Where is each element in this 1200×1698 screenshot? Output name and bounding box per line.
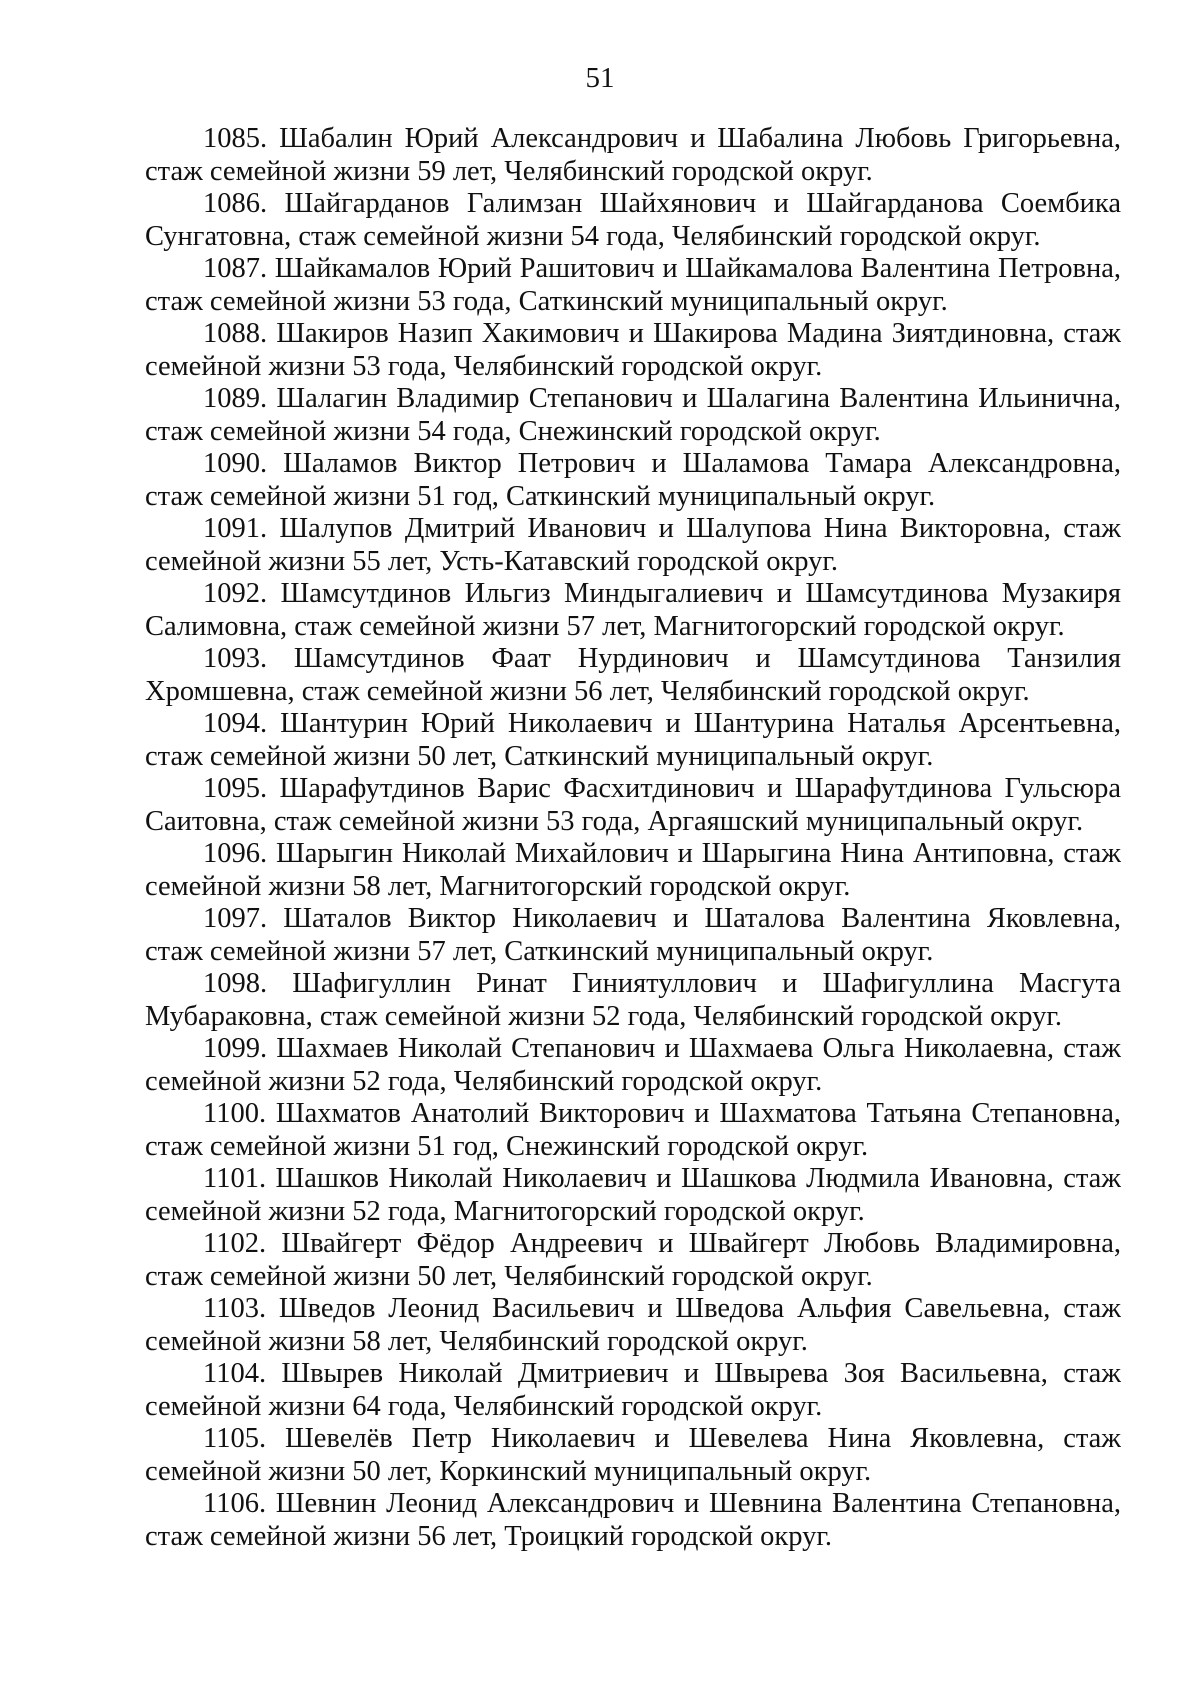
list-item: 1106. Шевнин Леонид Александрович и Шевнина Валентина Степановна, стаж семейной жизни 56 лет, Троицкий городской округ. (145, 1488, 1121, 1552)
list-item: 1102. Швайгерт Фёдор Андреевич и Швайгерт Любовь Владимировна, стаж семейной жизни 50 лет, Челябинский городской округ. (145, 1228, 1121, 1292)
list-item: 1104. Швырев Николай Дмитриевич и Швырева Зоя Васильевна, стаж семейной жизни 64 года, Челябинский городской округ. (145, 1358, 1121, 1422)
list-item: 1094. Шантурин Юрий Николаевич и Шантурина Наталья Арсентьевна, стаж семейной жизни 50 лет, Саткинский муниципальный округ. (145, 708, 1121, 772)
list-item: 1088. Шакиров Назип Хакимович и Шакирова Мадина Зиятдиновна, стаж семейной жизни 53 года, Челябинский городской округ. (145, 318, 1121, 382)
list-item: 1103. Шведов Леонид Васильевич и Шведова Альфия Савельевна, стаж семейной жизни 58 лет, Челябинский городской округ. (145, 1293, 1121, 1357)
list-item: 1093. Шамсутдинов Фаат Нурдинович и Шамсутдинова Танзилия Хромшевна, стаж семейной жизни 56 лет, Челябинский городской округ. (145, 643, 1121, 707)
list-item: 1085. Шабалин Юрий Александрович и Шабалина Любовь Григорьевна, стаж семейной жизни 59 лет, Челябинский городской округ. (145, 123, 1121, 187)
list-item: 1099. Шахмаев Николай Степанович и Шахмаева Ольга Николаевна, стаж семейной жизни 52 года, Челябинский городской округ. (145, 1033, 1121, 1097)
list-item: 1095. Шарафутдинов Варис Фасхитдинович и Шарафутдинова Гульсюра Саитовна, стаж семейной жизни 53 года, Аргаяшский муниципальный округ. (145, 773, 1121, 837)
list-item: 1100. Шахматов Анатолий Викторович и Шахматова Татьяна Степановна, стаж семейной жизни 51 год, Снежинский городской округ. (145, 1098, 1121, 1162)
list-item: 1097. Шаталов Виктор Николаевич и Шаталова Валентина Яковлевна, стаж семейной жизни 57 лет, Саткинский муниципальный округ. (145, 903, 1121, 967)
list-item: 1101. Шашков Николай Николаевич и Шашкова Людмила Ивановна, стаж семейной жизни 52 года, Магнитогорский городской округ. (145, 1163, 1121, 1227)
page-number: 51 (585, 62, 615, 94)
list-item: 1089. Шалагин Владимир Степанович и Шалагина Валентина Ильинична, стаж семейной жизни 54 года, Снежинский городской округ. (145, 383, 1121, 447)
list-item: 1092. Шамсутдинов Ильгиз Миндыгалиевич и Шамсутдинова Музакиря Салимовна, стаж семейной жизни 57 лет, Магнитогорский городской округ. (145, 578, 1121, 642)
list-item: 1086. Шайгарданов Галимзан Шайхянович и Шайгарданова Соембика Сунгатовна, стаж семейной жизни 54 года, Челябинский городской округ. (145, 188, 1121, 252)
list-item: 1090. Шаламов Виктор Петрович и Шаламова Тамара Александровна, стаж семейной жизни 51 год, Саткинский муниципальный округ. (145, 448, 1121, 512)
list-item: 1091. Шалупов Дмитрий Иванович и Шалупова Нина Викторовна, стаж семейной жизни 55 лет, Усть-Катавский городской округ. (145, 513, 1121, 577)
list-item: 1087. Шайкамалов Юрий Рашитович и Шайкамалова Валентина Петровна, стаж семейной жизни 53 года, Саткинский муниципальный округ. (145, 253, 1121, 317)
list-item: 1096. Шарыгин Николай Михайлович и Шарыгина Нина Антиповна, стаж семейной жизни 58 лет, Магнитогорский городской округ. (145, 838, 1121, 902)
entry-list (145, 123, 1121, 1553)
list-item: 1105. Шевелёв Петр Николаевич и Шевелева Нина Яковлевна, стаж семейной жизни 50 лет, Коркинский муниципальный округ. (145, 1423, 1121, 1487)
list-item: 1098. Шафигуллин Ринат Гиниятуллович и Шафигуллина Масгута Мубараковна, стаж семейной жизни 52 года, Челябинский городской округ. (145, 968, 1121, 1032)
